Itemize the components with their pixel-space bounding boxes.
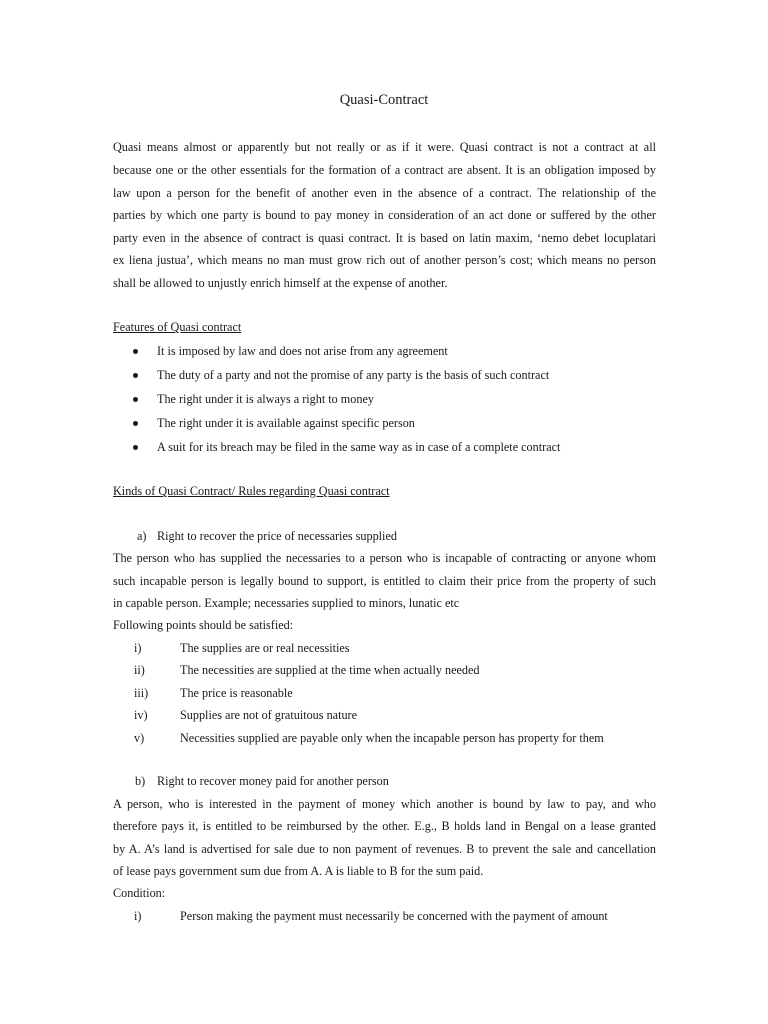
point-marker: iii) (134, 686, 149, 700)
kinds-heading: Kinds of Quasi Contract/ Rules regarding Quasi contract (113, 484, 390, 498)
feature-item: The right under it is always a right to money (157, 392, 374, 406)
condition-text: Person making the payment must necessarily be concerned with the payment of amount (180, 909, 608, 923)
points-intro: Following points should be satisfied: (113, 618, 294, 632)
feature-item: The duty of a party and not the promise of any party is the basis of such contract (157, 368, 550, 382)
section-b-line: of lease pays government sum due from A. A is liable to B for the sum paid. (113, 864, 484, 878)
intro-line: Quasi means almost or apparently but not really or as if it were. Quasi contract is not a contract at all (113, 140, 656, 154)
condition-marker: i) (134, 909, 142, 923)
features-heading: Features of Quasi contract (113, 320, 242, 334)
bullet-icon (133, 397, 138, 402)
point-marker: ii) (134, 663, 145, 677)
point-marker: i) (134, 641, 142, 655)
bullet-icon (133, 421, 138, 426)
section-a-marker: a) (137, 529, 147, 543)
intro-line: party even in the absence of contract is quasi contract. It is based on latin maxim, ‘nemo debet locuplatari (113, 231, 656, 245)
point-text: The price is reasonable (180, 686, 293, 700)
condition-label: Condition: (113, 886, 166, 900)
point-text: Supplies are not of gratuitous nature (180, 708, 358, 722)
intro-line: parties by which one party is bound to pay money in consideration of an act done or suffered by the other (113, 208, 656, 222)
point-marker: v) (134, 731, 145, 745)
point-text: The necessities are supplied at the time when actually needed (180, 663, 480, 677)
page-title: Quasi-Contract (339, 92, 429, 108)
section-b-line: by A. A’s land is advertised for sale due to non payment of revenues. B to prevent the sale and cancellation (113, 842, 656, 856)
section-b-line: A person, who is interested in the payment of money which another is bound by law to pay, and who (113, 797, 656, 811)
intro-line: shall be allowed to unjustly enrich himself at the expense of another. (113, 276, 448, 290)
intro-line: ex liena justua’, which means no man must grow rich out of another person’s cost; which means no person (113, 253, 656, 267)
intro-line: because one or the other essentials for the formation of a contract are absent. It is an obligation imposed by (113, 163, 656, 177)
bullet-icon (133, 373, 138, 378)
bullet-icon (133, 349, 138, 354)
intro-line: law upon a person for the benefit of another even in the absence of a contract. The relationship of the (113, 186, 656, 200)
section-a-line: The person who has supplied the necessaries to a person who is incapable of contracting or anyone whom (113, 551, 656, 565)
point-text: Necessities supplied are payable only when the incapable person has property for them (180, 731, 604, 745)
section-a-line: in capable person. Example; necessaries supplied to minors, lunatic etc (113, 596, 460, 610)
point-marker: iv) (134, 708, 148, 722)
point-text: The supplies are or real necessities (180, 641, 350, 655)
section-a-title: Right to recover the price of necessaries supplied (157, 529, 397, 543)
feature-item: A suit for its breach may be filed in the same way as in case of a complete contract (157, 440, 561, 454)
section-b-marker: b) (135, 774, 146, 788)
section-a-line: such incapable person is legally bound to support, is entitled to claim their price from the property of such (113, 574, 656, 588)
feature-item: It is imposed by law and does not arise from any agreement (157, 344, 448, 358)
section-b-title: Right to recover money paid for another person (157, 774, 389, 788)
feature-item: The right under it is available against specific person (157, 416, 415, 430)
section-b-line: therefore pays it, is entitled to be reimbursed by the other. E.g., B holds land in Bengal on a lease granted (113, 819, 656, 833)
bullet-icon (133, 445, 138, 450)
